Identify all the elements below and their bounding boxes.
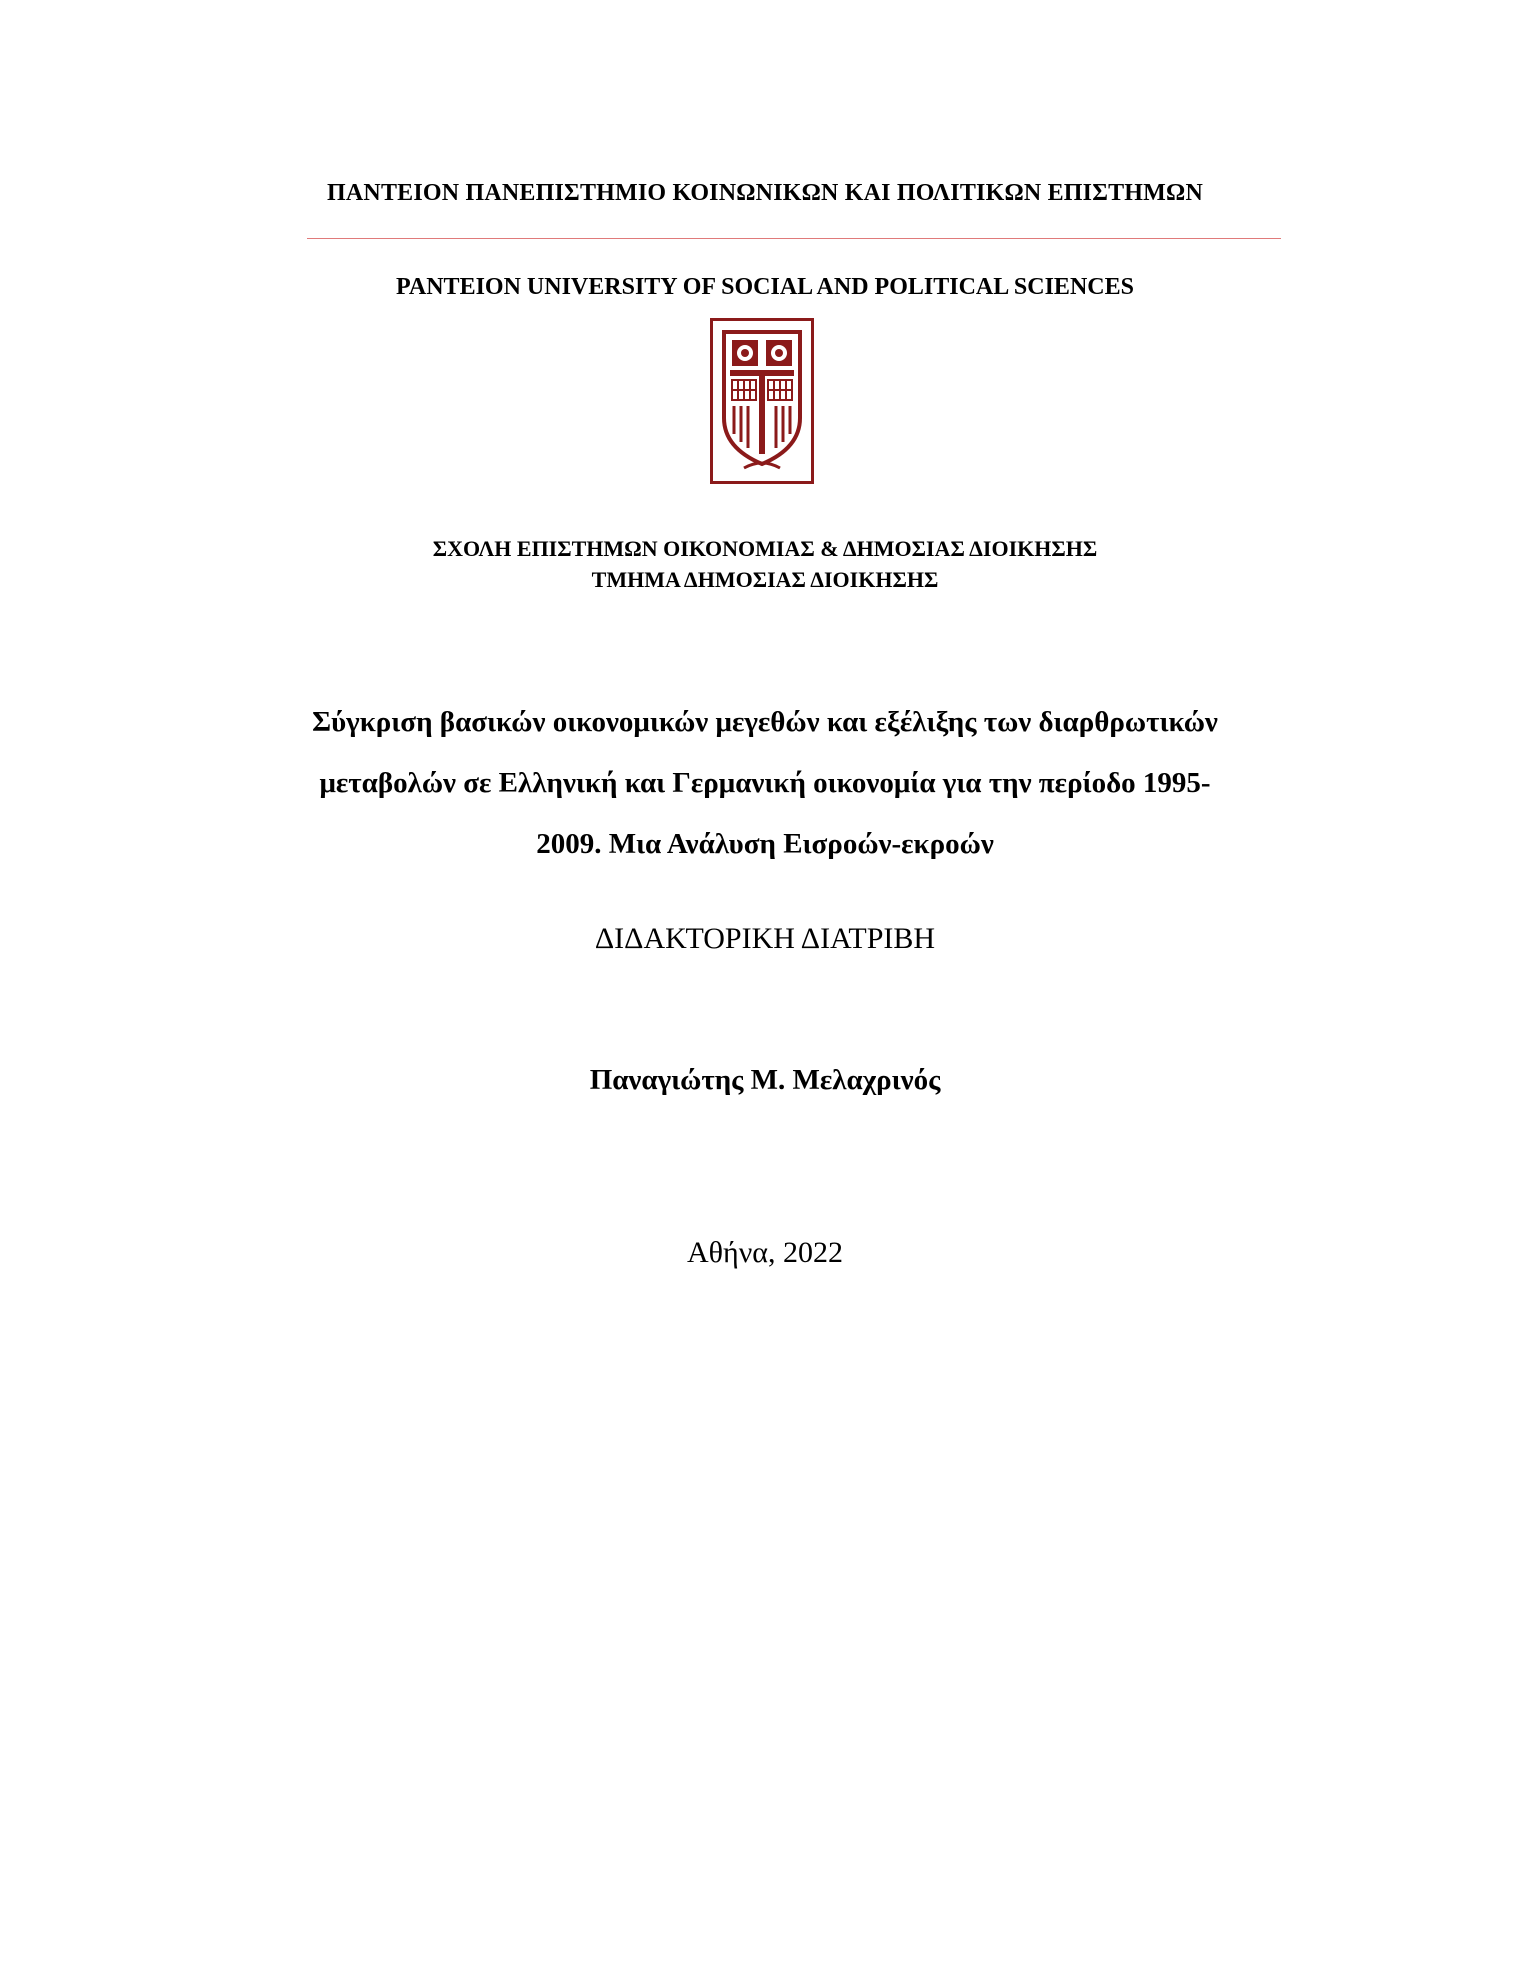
header-divider [307,238,1281,239]
thesis-title-line: μεταβολών σε Ελληνική και Γερμανική οικονομία για την περίοδο 1995- [319,767,1211,799]
university-crest-icon [710,318,814,484]
faculty-name: ΣΧΟΛΗ ΕΠΙΣΤΗΜΩΝ ΟΙΚΟΝΟΜΙΑΣ & ΔΗΜΟΣΙΑΣ ΔΙΟΙΚΗΣΗΣ [432,536,1098,561]
university-name-english: PANTEION UNIVERSITY OF SOCIAL AND POLITICAL SCIENCES [396,274,1134,300]
department-name: ΤΜΗΜΑ ΔΗΜΟΣΙΑΣ ΔΙΟΙΚΗΣΗΣ [591,567,939,592]
author-name: Παναγιώτης Μ. Μελαχρινός [589,1064,941,1096]
place-and-date: Αθήνα, 2022 [686,1236,843,1269]
school-block [0,533,1530,595]
thesis-title-line: 2009. Μια Ανάλυση Εισροών-εκροών [536,828,994,860]
thesis-title-line: Σύγκριση βασικών οικονομικών μεγεθών και εξέλιξης των διαρθρωτικών [312,706,1218,738]
thesis-title [230,692,1300,875]
document-type: ΔΙΔΑΚΤΟΡΙΚΗ ΔΙΑΤΡΙΒΗ [594,922,936,955]
university-name-greek: ΠΑΝΤΕΙΟΝ ΠΑΝΕΠΙΣΤΗΜΙΟ ΚΟΙΝΩΝΙΚΩΝ ΚΑΙ ΠΟΛΙΤΙΚΩΝ ΕΠΙΣΤΗΜΩΝ [327,180,1203,206]
